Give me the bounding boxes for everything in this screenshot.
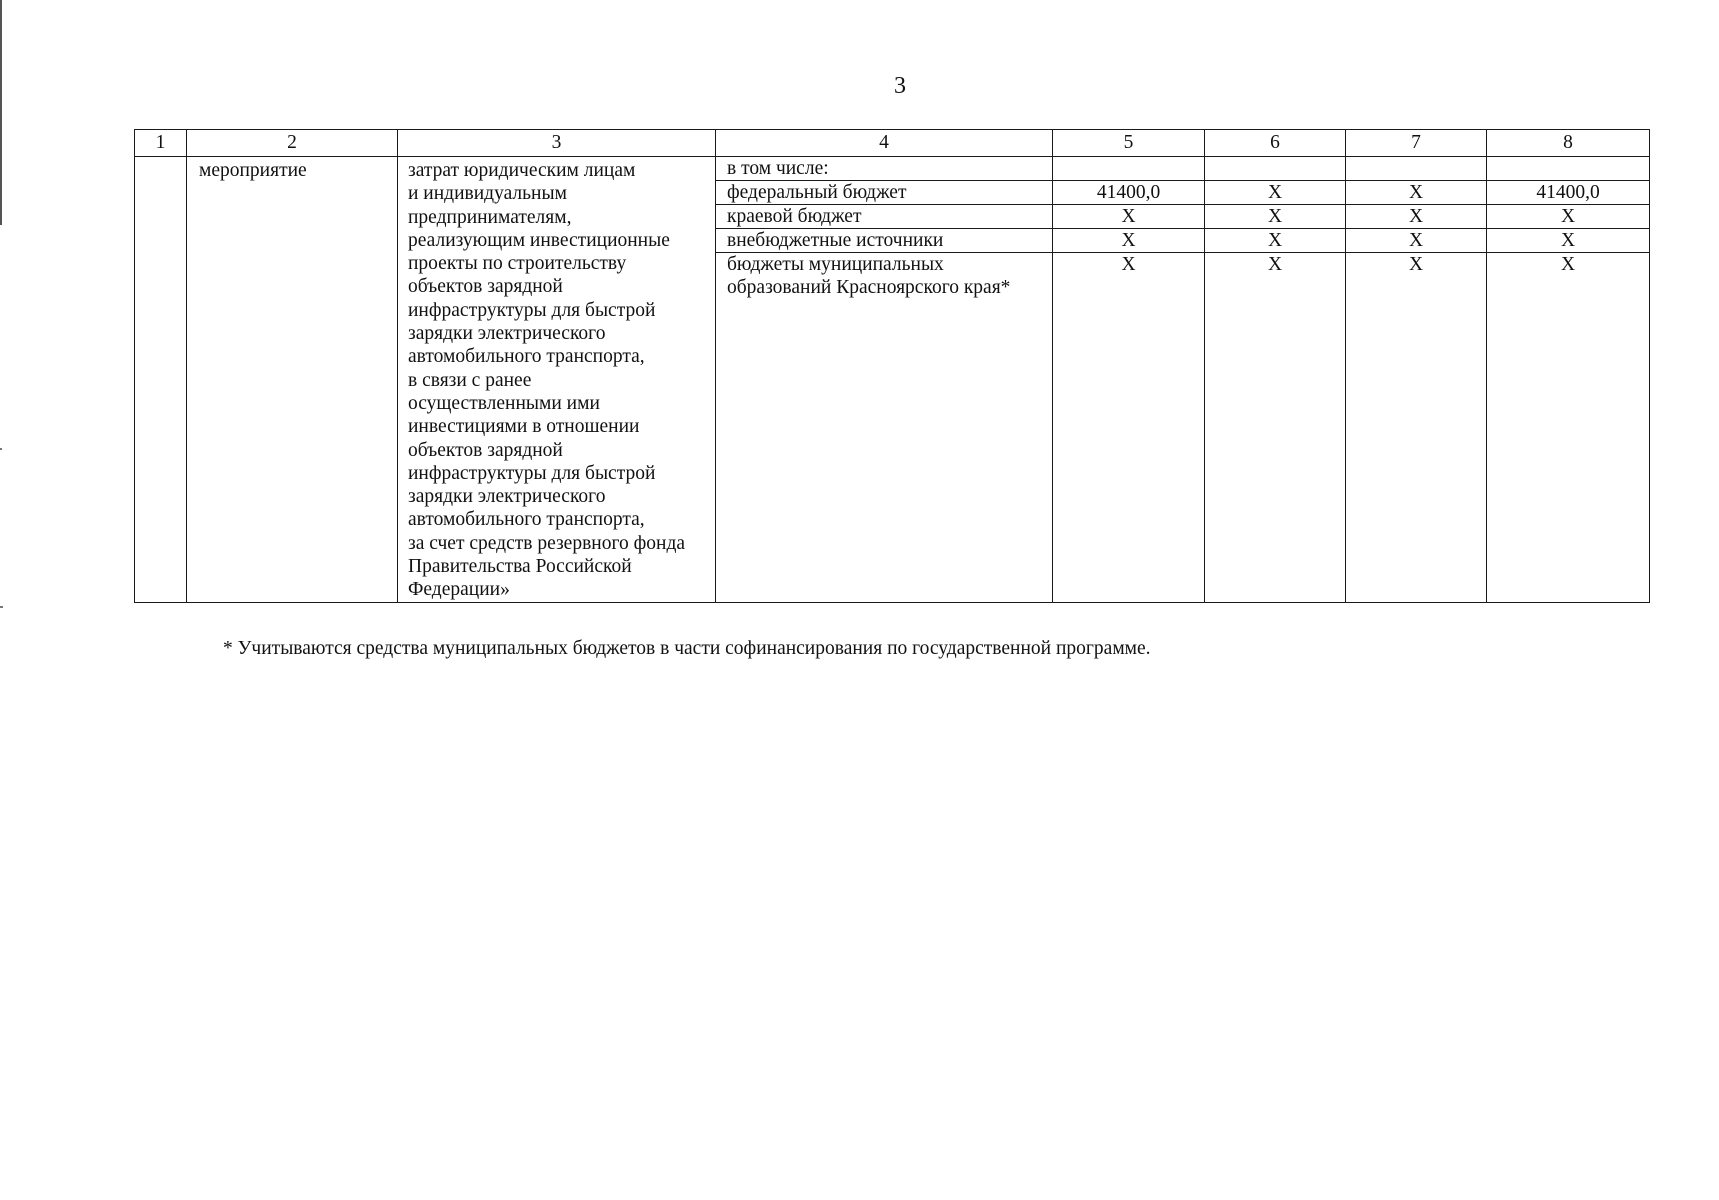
value-cell: Х [1205,180,1345,204]
footnote: * Учитываются средства муниципальных бюджетов в части софинансирования по государственной программе. [223,638,1151,659]
column-header: 5 [1053,130,1205,157]
description-line: в связи с ранее [408,369,532,391]
funding-source-label-line: образований Красноярского края* [727,277,1011,299]
funding-source-label-line: бюджеты муниципальных [727,254,944,275]
value-cell: Х [1487,252,1649,276]
value-cell: Х [1346,204,1486,228]
value-cell: Х [1205,204,1345,228]
description-line: реализующим инвестиционные [408,229,670,251]
scan-speck [0,606,3,608]
value-cell: Х [1053,204,1204,228]
value-cell: Х [1346,180,1486,204]
budget-table [134,129,1650,603]
page-number: 3 [894,73,906,99]
description-line: объектов зарядной [408,276,563,298]
value-cell [1346,157,1486,180]
value-cell: Х [1487,228,1649,252]
funding-source-cell [716,157,1053,603]
value-cell: Х [1053,252,1204,276]
description-line: объектов зарядной [408,439,563,461]
value-cell: Х [1346,252,1486,276]
value-cell: Х [1346,228,1486,252]
value-cell: 41400,0 [1487,180,1649,204]
description-line: зарядки электрического [408,323,606,345]
column-header: 6 [1205,130,1346,157]
value-cell: Х [1053,228,1204,252]
value-cell [1053,157,1204,180]
description-line: Федерации» [408,579,510,601]
value-column-7 [1346,157,1487,603]
value-cell: Х [1205,228,1345,252]
description-line: инфраструктуры для быстрой [408,299,656,321]
funding-source-label: федеральный бюджет [716,180,1052,204]
value-cell: 41400,0 [1053,180,1204,204]
table-header-row [135,130,1650,157]
funding-source-label [716,252,1052,300]
value-cell [1205,157,1345,180]
value-column-6 [1205,157,1346,603]
column-header: 1 [135,130,187,157]
description-line: инфраструктуры для быстрой [408,462,656,484]
description-line: затрат юридическим лицам [408,160,636,181]
column-header: 8 [1487,130,1650,157]
description-line: и индивидуальным [408,183,567,205]
value-cell [1487,157,1649,180]
description-line: проекты по строительству [408,253,627,275]
column-header: 3 [398,130,716,157]
scan-edge-line [0,0,2,225]
description-line: предпринимателям, [408,206,572,228]
funding-source-label: краевой бюджет [716,204,1052,228]
table-row [135,157,1650,603]
value-column-5 [1053,157,1205,603]
funding-source-label: в том числе: [727,158,829,179]
value-cell: Х [1487,204,1649,228]
funding-source-label: внебюджетные источники [716,228,1052,252]
column-header: 4 [716,130,1053,157]
description-cell [398,157,716,603]
value-cell: Х [1205,252,1345,276]
description-line: зарядки электрического [408,486,606,508]
description-line: автомобильного транспорта, [408,346,645,368]
description-line: автомобильного транспорта, [408,509,645,531]
description-line: осуществленными ими [408,392,600,414]
column-header: 2 [187,130,398,157]
row-number-cell [135,157,187,603]
column-header: 7 [1346,130,1487,157]
description-line: инвестициями в отношении [408,416,640,438]
description-line: Правительства Российской [408,556,632,578]
scan-speck [0,448,2,450]
value-column-8 [1487,157,1650,603]
status-cell: мероприятие [187,157,398,603]
description-line: за счет средств резервного фонда [408,532,686,554]
